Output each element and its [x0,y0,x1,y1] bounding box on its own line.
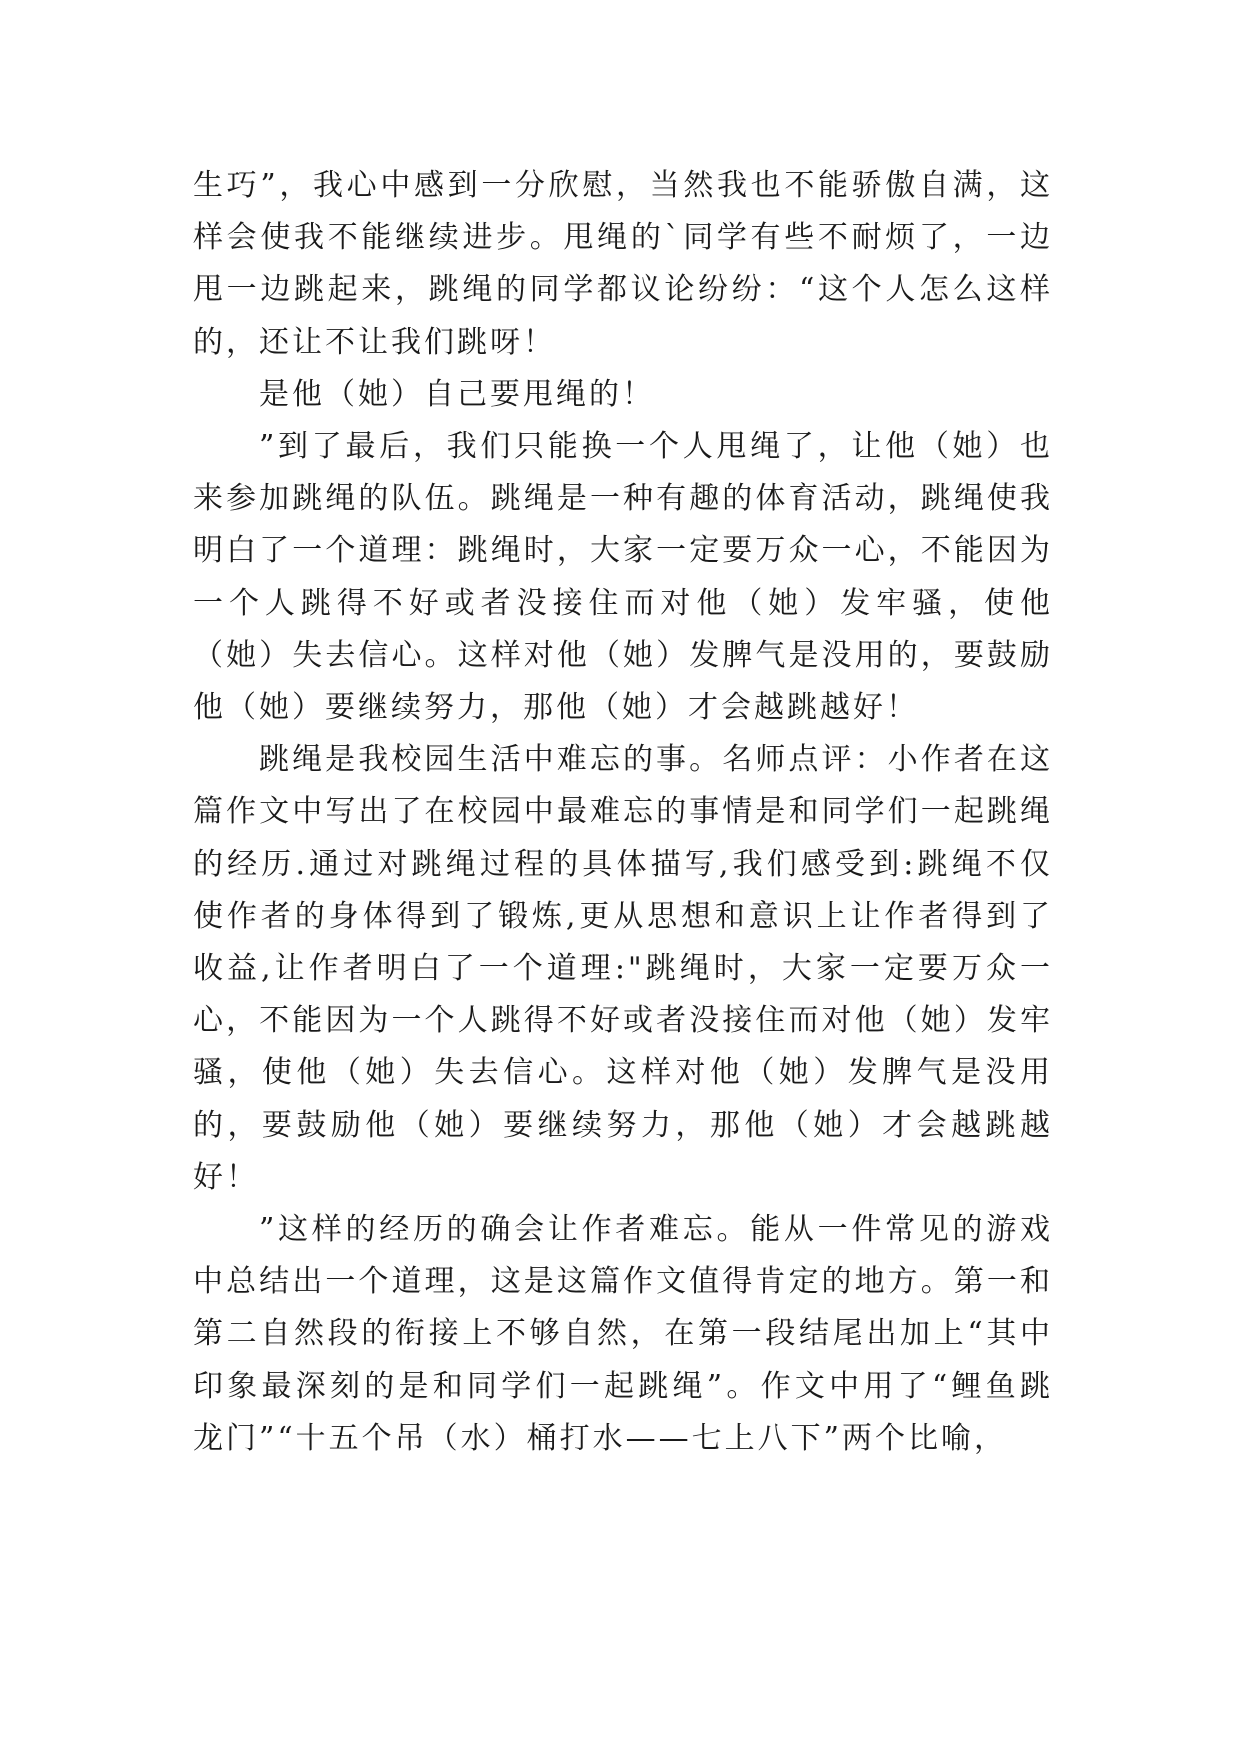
paragraph-4: 跳绳是我校园生活中难忘的事。名师点评：小作者在这篇作文中写出了在校园中最难忘的事情是和同学们一起跳绳的经历.通过对跳绳过程的具体描写,我们感受到:跳绳不仅使作者的身体得到了锻炼,更从思想和意识上让作者得到了收益,让作者明白了一个道理:"跳绳时，大家一定要万众一心，不能因为一个人跳得不好或者没接住而对他（她）发牢骚，使他（她）失去信心。这样对他（她）发脾气是没用的，要鼓励他（她）要继续努力，那他（她）才会越跳越好！ [193,742,1053,1195]
paragraph-3: ”到了最后，我们只能换一个人甩绳了，让他（她）也来参加跳绳的队伍。跳绳是一种有趣的体育活动，跳绳使我明白了一个道理：跳绳时，大家一定要万众一心，不能因为一个人跳得不好或者没接住而对他（她）发牢骚，使他（她）失去信心。这样对他（她）发脾气是没用的，要鼓励他（她）要继续努力，那他（她）才会越跳越好！ [193,429,1053,726]
document-body [193,160,1053,1465]
paragraph-2: 是他（她）自己要甩绳的！ [259,376,655,412]
paragraph-1: 生巧”，我心中感到一分欣慰，当然我也不能骄傲自满，这样会使我不能继续进步。甩绳的`同学有些不耐烦了，一边甩一边跳起来，跳绳的同学都议论纷纷：“这个人怎么这样的，还让不让我们跳呀！ [193,168,1053,360]
paragraph-5: ”这样的经历的确会让作者难忘。能从一件常见的游戏中总结出一个道理，这是这篇作文值得肯定的地方。第一和第二自然段的衔接上不够自然，在第一段结尾出加上“其中印象最深刻的是和同学们一起跳绳”。作文中用了“鲤鱼跳龙门”“十五个吊（水）桶打水——七上八下”两个比喻， [193,1212,1053,1456]
